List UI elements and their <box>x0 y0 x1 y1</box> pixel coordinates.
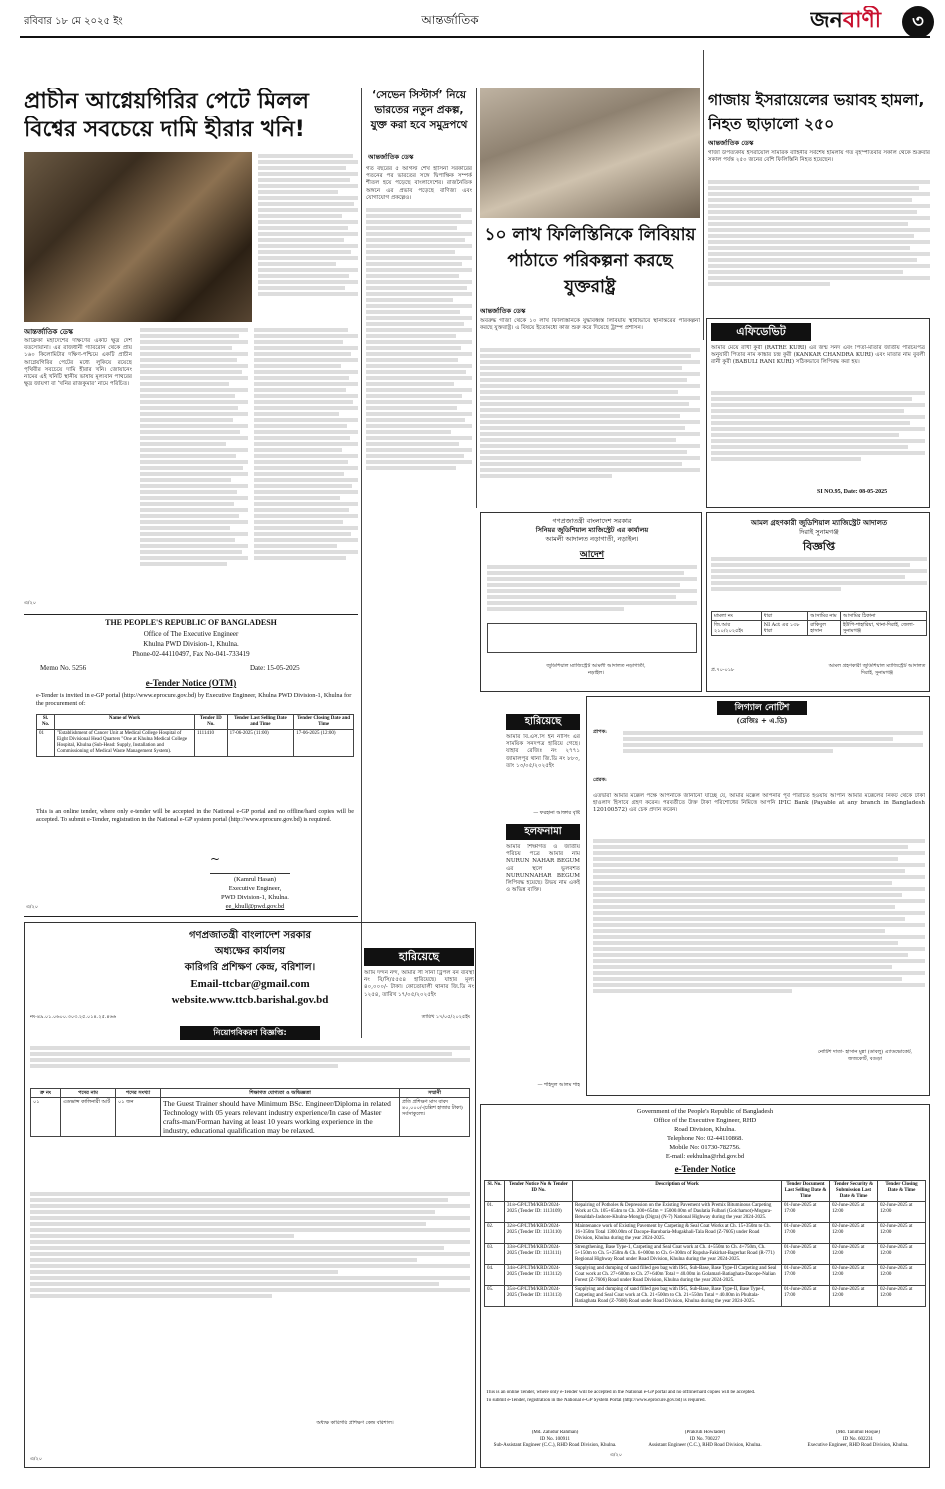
seven-sisters-body-col <box>366 206 472 506</box>
col-accused: আসামির নাম <box>808 612 841 621</box>
rhd-col-notice: Tender Notice No & Tender ID No. <box>505 1181 573 1202</box>
rhd-col-selling: Tender Document Last Selling Date & Time <box>782 1181 830 1202</box>
ttc-cell-qualification: The Guest Trainer should have Minimum BSc. Engineer/Diploma in related Technology with 05 years relevant industry experience/In case of Master crafts-man/Forman having at least 10 years working experience in the industry, educational qualification may be relaxed. <box>161 1098 400 1137</box>
rhd-sign-3 <box>790 1430 926 1464</box>
affidavit-box <box>706 318 930 508</box>
bd-order-title-1: গণপ্রজাতন্ত্রী বাংলাদেশ সরকার <box>552 517 632 525</box>
gaza-headline: গাজায় ইসরায়েলের ভয়াবহ হামলা, নিহত ছাড়ালো ২৫০ <box>708 91 925 133</box>
diamond-headline-1: প্রাচীন আগ্নেয়গিরির পেটে মিলল <box>24 89 309 114</box>
diamond-headline-2: বিশ্বের সবচেয়ে দামি হীরার খনি! <box>24 117 305 142</box>
legal-notice-body-lines <box>593 837 925 1037</box>
rhd-division: Road Division, Khulna. <box>674 1126 736 1133</box>
legal-notice-sign: নোটিশ দাতা- হাসান মুন্না (ডাবলু) এ্যাডভোকেট, জজকোর্ট, বগুড়া <box>817 1049 913 1062</box>
diamond-ref: এ/২০ <box>24 600 36 606</box>
ttc-heading: নিয়োগবিকরণ বিজ্ঞপ্তি: <box>180 1026 320 1040</box>
libya-byline: আন্তর্জাতিক ডেস্ক <box>480 307 526 315</box>
table-row: 01. 31/e-GP/LTM/KRD/2024-2025 (Tender ID: 1113109) Repairing of Potholes & Depression on the Existing Pavement with Premix Bituminous Carpeting Work at Ch. 105+654m to Ch. 200+654m = 15000.00m of Daulatia Fulbari (Golchamot)-Mogura-Benaldah-Jashore-Khulna-Mongla (Digra) (N-7) National Highway during the year 2024-2025. 01-June-2025 at 17:00 02-June-2025 at 12:00 02-June-2025 at 12:00 <box>485 1202 926 1223</box>
ttc-intro-lines <box>30 1044 470 1084</box>
gaza-body: গাজা উপত্যকায় ইসরায়েলি সামরিক বাহিনীর সর্বশেষ হামলায় গত বৃহস্পতিবার সকাল থেকে শুক্রবার সকাল পর্যন্ত ২৫০ জনের বেশি ফিলিস্তিনি নিহত হয়েছেন। <box>708 150 930 164</box>
pwd-division: Khulna PWD Division-1, Khulna. <box>143 640 239 648</box>
ttc-sign: অধ্যক্ষ কারিগরি প্রশিক্ষণ কেন্দ্র বরিশাল। <box>316 1420 394 1426</box>
ttc-email: Email-ttcbar@gmail.com <box>190 978 310 990</box>
pwd-table <box>36 714 354 757</box>
rhd-col-security: Tender Security & Submission Last Date & Time <box>830 1181 878 1202</box>
diamond-side-column <box>258 152 358 322</box>
pwd-sign-division: PWD Division-1, Khulna. <box>221 894 289 901</box>
cell-address: ইউপি-শাহারিয়া, থানা-দিরাই, জেলা-সুনামগঞ্জ <box>840 621 926 636</box>
gaza-crowd-photo <box>480 88 700 218</box>
pwd-top-rule <box>24 614 358 615</box>
lost-1-title: হারিয়েছে <box>506 714 580 730</box>
rhd-sign-1-id: ID No. 100911 <box>540 1436 570 1442</box>
rhd-sign-1 <box>490 1430 620 1464</box>
ttc-cell-honorarium: প্রতি প্রশিক্ষণ মাস বাবদ ৪০,০০০/-(চল্লিশ হাজার টাকা) সর্বসাকুল্যে। <box>400 1098 470 1137</box>
ttc-col-honorarium: সম্মানী <box>400 1089 470 1098</box>
court-notice-body-lines <box>711 555 927 607</box>
ttc-date: তারিখ ১৭/০৫/২০২৫ইং <box>421 1014 470 1020</box>
pwd-cell-closing: 17-06-2025 (12:00) <box>294 730 354 757</box>
libya-body-lines <box>480 346 700 506</box>
bd-order-heading: আদেশ <box>579 550 605 559</box>
ttc-col-sl: ক্র নং <box>31 1089 61 1098</box>
logo-part-2: বাণী <box>842 8 882 33</box>
lost-2-body: আমি দন্দন নন্দ, আমার সী সানা ট্রিপল বন ব্যবস্থা নং বি/সি/৫৫৫৪ হারিয়েছে। যাহার মূল্য ৪০,০০০/- টাকা। কোতোয়ালী থানার জি.ডি নং ১২৫৪, তারিখ ১৭/০৫/২০২৫ইং <box>364 970 474 998</box>
bd-order-box <box>480 512 702 692</box>
col-section: ধারা <box>761 612 808 621</box>
ttc-title-2: অধ্যক্ষের কার্যালয় <box>214 946 286 957</box>
table-row: 03. 33/e-GP/LTM/KRD/2024-2025 (Tender ID: 1113111) Strengthening, Base Type-1, Carpeting and Seal Coat work at Ch. 4+550m to Ch. 4+750m, Ch. 5+150m to Ch. 5+250m & Ch. 6+000m to Ch. 6+300m of Rupsha-Fakirhat-Bagerhat Road (R-771) Regional Highway Road under Road Division, Khulna during the year 2024-2025. 01-June-2025 at 17:00 02-June-2025 at 12:00 02-June-2025 at 12:00 <box>485 1244 926 1265</box>
cell-accused: রাকিবুল হাসান <box>808 621 841 636</box>
pwd-ref: এ/২০ <box>26 904 38 910</box>
rhd-table <box>484 1180 926 1307</box>
diamond-body: আফ্রিকা মহাদেশের দক্ষিণের একটি ক্ষুদ্র দেশ বতসোয়ানা। এর রাজধানী গ্যাবরোন থেকে প্রায় ১৬০ কিলোমিটার দক্ষিণ-পশ্চিমে একটি প্রাচীন আগ্নেয়গিরির পেটের মধ্যে লুকিয়ে রয়েছে পৃথিবীর সবচেয়ে দামি হীরার খনি। জোয়ানেং নামের এই খনিটি স্থানীয় ভাষায় মূল্যবান পাথরের ক্ষুদ্র জায়গা বা ‘খনির রাজকুমার’ নামে পরিচিত। <box>24 338 132 388</box>
ttc-col-post: পদের নাম <box>61 1089 116 1098</box>
header-date <box>24 14 204 30</box>
page-number: ৩ <box>902 6 934 38</box>
col-case-no: মামলা নং <box>712 612 762 621</box>
pwd-col-closing: Tender Closing Date and Time <box>294 715 354 730</box>
ttc-table <box>30 1088 470 1137</box>
ttc-ref: এ/২০ <box>30 1456 42 1462</box>
libya-headline: ১০ লাখ ফিলিস্তিনিকে লিবিয়ায় পাঠাতে পরিকল্পনা করছে যুক্তরাষ্ট্র <box>484 225 696 297</box>
court-notice-ref: প্র.৭০-০১৮ <box>711 667 735 673</box>
section-title: আন্তর্জাতিক <box>421 13 479 27</box>
legal-notice-box <box>586 696 930 1096</box>
lost-1-sign: — ফরহানা আক্তার বৃষ্টি <box>533 810 580 816</box>
court-notice-subtitle: দিরাই সুনামগঞ্জ <box>799 528 839 536</box>
rhd-footer-2: To submit e-Tender, registration in the National e-GP System Portal (http://www.eprocure.gov.bd) is required. <box>486 1398 706 1403</box>
rhd-title: Government of the People's Republic of Bangladesh <box>636 1108 774 1115</box>
diamond-byline: আন্তর্জাতিক ডেস্ক <box>24 328 73 336</box>
ttc-website: website.www.ttcb.barishal.gov.bd <box>171 994 329 1006</box>
affidavit-body: আমার মেয়ে রাখী কুরী (RATRE KURI) এর জন্ম সনদ এবং পিতা-মাতার জাতীয় পরিচয়পত্র অনুযায়ী পিতার নাম কাঙ্কার চন্দ্র কুরী (KANKAR CHANDRA KURI) এবং মাতার নাম বুবলী রানী কুরী (BABULI RANI KURI) সঠিকভাবে লিপিবদ্ধ করা হয়। <box>711 345 925 366</box>
court-notice-table <box>711 611 927 636</box>
cell-case-no: জি.আর ২১০/২০২৫ইং <box>712 621 762 636</box>
court-notice-box <box>706 512 930 692</box>
col-divider-3 <box>703 50 704 340</box>
pwd-col-sl: Sl. No. <box>37 715 55 730</box>
rhd-phone: Telephone No: 02-44110868. <box>666 1135 744 1142</box>
court-notice-heading: বিজ্ঞপ্তি <box>803 540 835 552</box>
rhd-office: Office of the Executive Engineer, RHD <box>653 1117 757 1124</box>
pwd-cell-sl: 01 <box>37 730 55 757</box>
pwd-sign-title: Executive Engineer, <box>228 885 282 892</box>
ttc-col-qualification: শিক্ষাগত যোগ্যতা ও অভিজ্ঞতা <box>161 1089 400 1098</box>
rhd-email: E-mail: eekhulna@rhd.gov.bd <box>665 1153 745 1160</box>
seven-sisters-byline: আন্তর্জাতিক ডেস্ক <box>368 153 414 161</box>
rhd-sign-2 <box>640 1430 770 1464</box>
rhd-col-sl: Sl. No. <box>485 1181 505 1202</box>
pwd-intro: e-Tender is invited in e-GP portal (http://www.eprocure.gov.bd) by Executive Engineer, Khulna PWD Division-1, Khulna for the procurement of: <box>36 692 352 707</box>
pwd-signature-mark: ~ <box>210 852 290 874</box>
pwd-cell-id: 1111410 <box>195 730 228 757</box>
bd-order-title-2: সিনিয়র জুডিশিয়াল ম্যাজিস্ট্রেট এর কার্যালয় <box>535 526 649 534</box>
rhd-sign-2-name: (Prakruti Howlader) <box>684 1430 726 1435</box>
pwd-col-id: Tender ID No. <box>195 715 228 730</box>
pwd-col-work: Name of Work <box>55 715 195 730</box>
rhd-sign-2-id: ID No. 700227 <box>689 1436 721 1442</box>
rhd-col-description: Description of Work <box>573 1181 782 1202</box>
legal-notice-from: প্রেরক: <box>593 777 607 783</box>
ttc-cell-sl: ০১ <box>31 1098 61 1137</box>
affidavit-lines <box>711 389 925 485</box>
affidavit-2-sign: — শহিদুল আলম শাহ <box>537 1082 580 1088</box>
rhd-heading: e-Tender Notice <box>674 1164 736 1174</box>
date-text: রবিবার ১৮ মে ২০২৫ ইং <box>24 16 123 27</box>
logo-part-1: জন <box>810 8 843 33</box>
libya-body: অবরুদ্ধ গাজা থেকে ১০ লাখ ফিলিস্তিনিকে যুদ্ধবিধ্বস্ত লিবিয়ায় স্থায়ীভাবে স্থানান্তরের পরিকল্পনা করছে যুক্তরাষ্ট্র। এ বিষয়ে ইতোমধ্যে কাজ শুরু করে দিয়েছে ট্রাম্প প্রশাসন। <box>480 318 700 332</box>
rhd-footer-1: This is an online Tender, where only e-Tender will be accepted in the National e-GP portal and no offline/hard copies will be accepted. <box>486 1390 756 1395</box>
ttc-memo: নং-৪৯.০১.০৬০০.৩০৩.২৫.০১৪.২৫.৪৬৬ <box>30 1014 117 1020</box>
bd-order-table <box>487 623 697 653</box>
ttc-title-1: গণপ্রজাতন্ত্রী বাংলাদেশ সরকার <box>189 930 311 941</box>
pwd-sign-email: ee_khull@pwd.gov.bd <box>225 903 285 910</box>
ttc-cell-count: ০১ জন <box>116 1098 161 1137</box>
pwd-footer: This is an online tender, where only e-tender will be accepted in the National e-GP portal and no offline/hard copies will be accepted. To submit e-Tender, registration in the National e-GP system portal (http://www.eprocure.gov.bd) is required. <box>36 808 354 823</box>
pwd-title: THE PEOPLE'S REPUBLIC OF BANGLADESH <box>105 618 277 627</box>
seven-sisters-headline: ‘সেভেন সিস্টার্স’ নিয়ে ভারতের নতুন প্রকল্প, যুক্ত করা হবে সমুদ্রপথে <box>370 89 468 131</box>
pwd-sign-name: (Kamrul Hasan) <box>233 876 277 883</box>
col-divider-1 <box>361 88 362 1038</box>
diamond-mine-photo <box>24 152 252 322</box>
legal-notice-to: প্রাপক: <box>593 729 607 735</box>
pwd-date: Date: 15-05-2025 <box>250 664 300 672</box>
table-row: 05. 35/e-GP/LTM/KRD/2024-2025 (Tender ID: 1113113) Supplying and dumping of sand filled geo bag with ISG, Sub-Base, Base Type-II, Base Type-I, Carpeting and Seal Coat work at Ch. 21+500m to Ch. 21+550m Total = 40.00m in Phultala-Batiaghata Road (Z-7608) Road under Road Division, Khulna during the year 2024-2025. 01-June-2025 at 17:00 02-June-2025 at 12:00 02-June-2025 at 12:00 <box>485 1286 926 1307</box>
affidavit-2-body: আমার শিক্ষাগত ও জাতীয় পরিচয় পত্রে আমার নাম NURUN NAHAR BEGUM এর স্থলে ভুলবশত NURUNNAHAR BEGUM লিপিবদ্ধ হয়েছে। উভয় নাম একই ও অভিন্ন ব্যক্তি। <box>506 844 580 894</box>
court-notice-sign: আমল গ্রহণকারী জুডিশিয়াল ম্যাজিস্ট্রেট আদালত দিরাই, সুনামগঞ্জ <box>828 663 926 676</box>
ttc-title-3: কারিগরি প্রশিক্ষণ কেন্দ্র, বরিশাল। <box>184 962 316 973</box>
bd-order-title-3: আমলী আদালত নড়াগাতী, নড়াইল। <box>545 535 639 543</box>
court-notice-title: আমল গ্রহণকারী জুডিশিয়াল ম্যাজিস্ট্রেট আদালত <box>750 518 888 527</box>
ttc-col-count: পদের সংখ্যা <box>116 1089 161 1098</box>
masthead-logo <box>810 6 900 36</box>
table-row: 02. 32/e-GP/LTM/KRD/2024-2025 (Tender ID: 1113110) Maintenance work of Existing Pavement by Carpeting & Seal Coat Works at Ch. 15+350m to Ch. 16+350m Total 1300.00m of Dacope-Barobaria-Mugakhali-Tala Road (Z-7605) under Road Division, Khulna during the year 2024-2025. 01-June-2025 at 17:00 02-June-2025 at 12:00 02-June-2025 at 12:00 <box>485 1223 926 1244</box>
pwd-office: Office of The Executive Engineer <box>143 630 239 638</box>
legal-notice-address-lines <box>623 729 923 769</box>
lost-1-body: আমার বি.এস.সি ইন নার্সিং এর সাময়িক সনদপত্র হারিয়ে গেছে। যাহার রেজিঃ নং ২৭৭১ জামালপুর থানা জি.ডি নং ৮৮৩, তাং ১৩/০৫/২০২৫ইং <box>506 734 580 769</box>
ttc-cell-post: এডভান্স কালিনারী আর্ট <box>61 1098 116 1137</box>
pwd-memo: Memo No. 5256 <box>40 664 87 672</box>
bd-order-sign: জুডিশিয়াল ম্যাজিস্ট্রেট আমলী আদালত নড়াগাতী, নড়াইল। <box>546 663 646 676</box>
rhd-col-closing: Tender Closing Date & Time <box>878 1181 926 1202</box>
pwd-phone: Phone-02-44110497, Fax No-041-733419 <box>132 650 250 658</box>
rhd-sign-3-id: ID No. 602231 <box>842 1436 874 1442</box>
seven-sisters-body: গত বছরের ৫ আগস্ট শেখ হাসিনা সরকারের পতনের পর ভারতের সঙ্গে দ্বিপাক্ষিক সম্পর্ক শীতল হয়ে পড়েছে বাংলাদেশের। রাজনৈতিক অঙ্গনে এর প্রভাব পড়েছে বাণিজ্য এবং যোগাযোগ প্রকল্পেও। <box>366 166 472 201</box>
col-divider-2 <box>476 88 477 508</box>
pwd-bottom-rule <box>24 916 358 917</box>
col-address: আসামির ঠিকানা <box>840 612 926 621</box>
pwd-heading: e-Tender Notice (OTM) <box>145 678 237 688</box>
diamond-body-col3 <box>254 326 358 598</box>
legal-notice-body: এতদ্বারা আমার মক্কেল পক্ষে আপনাকে জানানো যাচ্ছে যে, আমার মক্কেল আপনার পূর্ব পরিচিত হওয়ায় আপনি আমার মক্কেলের নিকট থেকে টাকা হাওলাদ হিসাবে গ্রহণ করেন। পরবর্তীতে উক্ত টাকা পরিশোধের নিমিত্তে আপনি IFIC Bank (Payable at any branch in Bangladesh 120100572) এর চেক প্রদান করেন। <box>593 793 925 814</box>
rhd-sign-1-name: (Md. Zahidur Rahman) <box>531 1430 579 1435</box>
gaza-body-lines <box>708 178 930 313</box>
ttc-conditions-lines <box>30 1190 470 1390</box>
rhd-sign-2-title: Assistant Engineer (C.C.), RHD Road Division, Khulna. <box>648 1443 762 1448</box>
legal-notice-title: লিগ্যাল নোটিশ <box>717 701 807 715</box>
diamond-body-col2 <box>140 326 248 598</box>
affidavit-title: এফিডেভিট <box>711 323 811 341</box>
rhd-sign-1-title: Sub-Assistant Engineer (C.C.), RHD Road Division, Khulna. <box>493 1443 617 1448</box>
affidavit-2-title: হলফনামা <box>506 824 580 840</box>
header-rule <box>20 36 930 38</box>
rhd-mobile: Mobile No: 01730-782756. <box>669 1144 741 1151</box>
pwd-cell-selling: 17-06-2025 (11:00) <box>227 730 294 757</box>
pwd-col-selling: Tender Last Selling Date and Time <box>227 715 294 730</box>
rhd-sign-3-name: (Md. Tanimul Hoque) <box>836 1430 880 1435</box>
table-row: 04. 34/e-GP/LTM/KRD/2024-2025 (Tender ID: 1113112) Supplying and dumping of sand filled geo bag with ISG, Sub-Base, Base Type-II Carpeting and Seal Coat work at Ch. 27+600m to Ch. 27+640m Total = 40.00m in Golamari-Batiaghata-Dacope-Nalian Forest (Z-7606) Road under Road Division, Khulna during the year 2024-2025. 01-June-2025 at 17:00 02-June-2025 at 12:00 02-June-2025 at 12:00 <box>485 1265 926 1286</box>
rhd-sign-3-title: Executive Engineer, RHD Road Division, Khulna. <box>807 1443 909 1448</box>
lost-2-title: হারিয়েছে <box>364 948 474 966</box>
rhd-ref: এ/২০ <box>610 1452 622 1458</box>
cell-section: NI Act এর ১৩৮ ধারা <box>761 621 808 636</box>
legal-notice-subtitle: (রেজিঃ + এ.ডি) <box>736 716 788 725</box>
affidavit-ref: SI NO.95, Date: 08-05-2025 <box>817 489 888 495</box>
gaza-byline: আন্তর্জাতিক ডেস্ক <box>708 139 754 147</box>
pwd-cell-work: "Establishment of Cancer Unit at Medical College Hospital of Eight Divisional Head Quarters "One at Khulna Medical College Hospital, Khulna (Sub-Head: Supply, Installation and Commissioning of Medical Waste Management System). <box>55 730 195 757</box>
